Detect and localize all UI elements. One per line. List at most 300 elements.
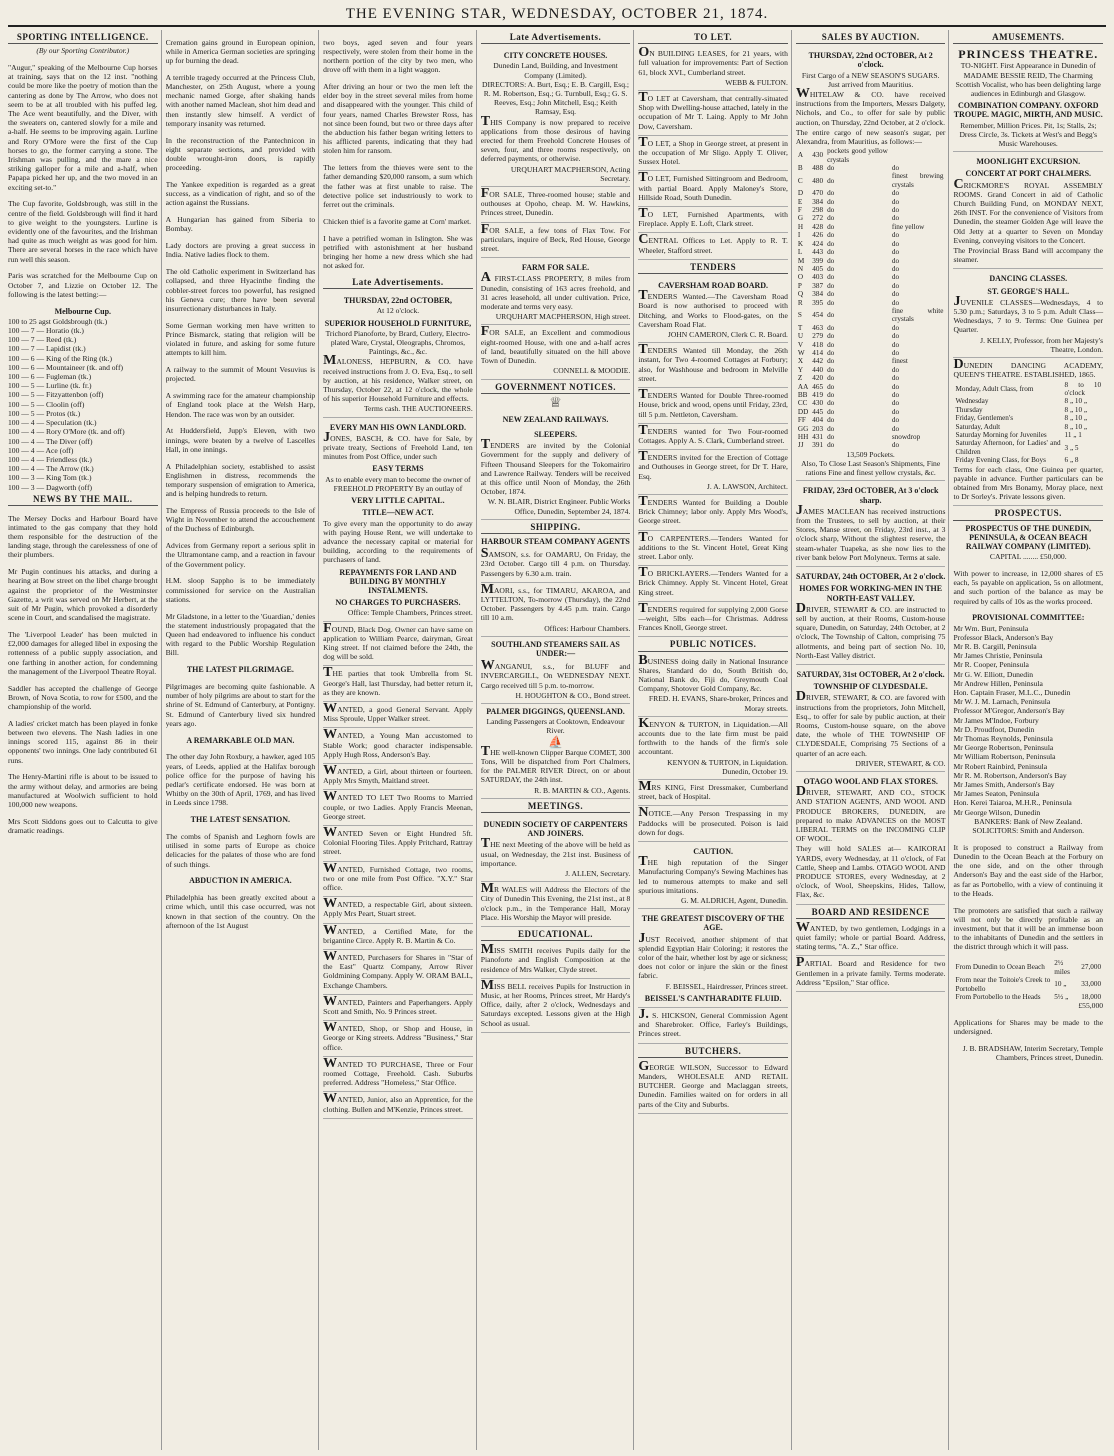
- ad-heading: FRIDAY, 23rd OCTOBER, At 3 o'clock sharp.: [802, 486, 939, 505]
- sugar-cell: 414: [812, 348, 824, 357]
- sugar-cell: do: [827, 256, 835, 265]
- paragraph: Saddler has accepted the challenge of George Brown, of Nova Scotia, to row for £500, and the championship of the world.: [8, 683, 158, 711]
- class-row: [953, 414, 1103, 422]
- paragraph: Some German working men have written to Prince Bismarck, stating that religion will be violated in future, and asking for some future attempts to kill him.: [165, 320, 316, 358]
- ad-text: TO-NIGHT. First Appearance in Dunedin of MADAME BESSIE REID, The Charming Scottish Vocalist, who has been delighting large audiences in Edinburgh and Glasgow.: [955, 61, 1101, 99]
- committee-member: Mr Thomas Reynolds, Peninsula: [953, 734, 1053, 744]
- ad-heading: VERY LITTLE CAPITAL.: [351, 496, 445, 506]
- ad-text: MRS KING, First Dressmaker, Cumberland street, back of Hospital.: [638, 779, 788, 802]
- ad-text: To give every man the opportunity to do away with paying House Rent, we will undertake to advance the necessary capital or material for building, according to the requirements of purchasers of land.: [323, 518, 473, 565]
- tender-ad: [638, 531, 788, 567]
- committee-member: Mr W. J. M. Larnach, Peninsula: [953, 697, 1051, 707]
- notice-ad: [638, 806, 788, 842]
- paragraph: After driving an hour or two the men left the elder boy in the street several miles from home and disappeared with the younger. This child of four years, named Charles Brewster Ross, has not since been found, but two or three days after the abduction his father began writing letters to his afflicted parents, indicating that they had stolen him for ransom.: [323, 82, 473, 156]
- paragraph: H.M. sloop Sappho is to be immediately commissioned for service on the Australian stations.: [165, 576, 316, 604]
- route-row: [953, 959, 1103, 976]
- sugar-cell: O: [797, 273, 804, 282]
- sugar-cell: K: [797, 239, 804, 248]
- sugar-row: [796, 206, 946, 214]
- sugar-cell: P: [797, 281, 802, 290]
- sugar-cell: 405: [812, 264, 824, 273]
- section-heading: BOARD AND RESIDENCE: [796, 908, 946, 919]
- wool-stores-ad: [796, 772, 946, 905]
- ad-signature: J. A. LAWSON, Architect.: [706, 481, 788, 491]
- classified-ad: [323, 702, 473, 728]
- sugar-row: [796, 391, 946, 399]
- sugar-cell: 465: [812, 382, 824, 391]
- sugar-cell: do: [827, 206, 835, 215]
- committee-member: Mr Andrew Hillen, Peninsula: [953, 678, 1043, 688]
- classified-ad: [323, 1021, 473, 1057]
- sugar-row: [796, 299, 946, 307]
- sugar-cell: N: [797, 264, 804, 273]
- betting-line: 100 — 7 — Reed (tk.): [8, 335, 77, 345]
- sugar-cell: do: [891, 332, 900, 341]
- betting-line: 100 — 4 — Speculation (tk.): [8, 418, 97, 428]
- to-let-ad: [638, 233, 788, 259]
- classes-table: [953, 381, 1103, 465]
- ad-heading: CONCERT AT PORT CHALMERS.: [965, 169, 1092, 179]
- ad-signature: JOHN CAMERON, Clerk C. R. Board.: [667, 330, 788, 340]
- classified-ad: [323, 1092, 473, 1118]
- sugar-cell: do: [891, 407, 900, 416]
- sugar-cell: do: [891, 264, 900, 273]
- section-heading: TO LET.: [638, 33, 788, 44]
- classified-ad: [323, 995, 473, 1021]
- capital-line: CAPITAL ........ £50,000.: [989, 552, 1067, 562]
- caution-ad: [638, 842, 788, 909]
- column-2: [166, 30, 320, 1450]
- ad-text: GEORGE WILSON, Successor to Edward Manders, WHOLESALE AND RETAIL BUTCHER. George and Maclaggan streets, Dunedin. Families waited on for orders in all parts of the City and Suburbs.: [638, 1058, 788, 1109]
- ad-signature: R. B. MARTIN & CO., Agents.: [534, 785, 631, 795]
- betting-line: 100 to 25 agst Goldsbrough (tk.): [8, 316, 108, 326]
- betting-line: 100 — 3 — Dagworth (off): [8, 482, 93, 492]
- section-heading: SHIPPING.: [481, 523, 631, 534]
- betting-list: [8, 317, 158, 492]
- sugar-cell: do: [827, 391, 835, 400]
- sugar-cell: do: [891, 382, 900, 391]
- route-row: [953, 976, 1103, 993]
- sugar-cell: 203: [812, 424, 824, 433]
- sugar-cell: 463: [812, 323, 824, 332]
- ad-text: DRIVER, STEWART & CO. are instructed to sell by auction, at their Rooms, Custom-house square, Dunedin, on Saturday, 24th October, at 2 o'clock, The Township of Calton, comprising 75 allotments, and being part of section No. 10, North-East Valley district.: [795, 600, 946, 660]
- sugar-cell: 426: [812, 231, 824, 240]
- committee-member: Mr James Christie, Peninsula: [953, 651, 1043, 661]
- committee-list: [953, 624, 1103, 817]
- auction-ad: [796, 481, 946, 567]
- shipping-ad: [481, 547, 631, 583]
- sugar-row: [796, 164, 946, 172]
- paragraph: Philadelphia has been greatly excited about a crime which, until this case occurred, was not known in that section of the country. On the afternoon of the 1st August: [165, 893, 316, 930]
- classified-ad: [323, 666, 473, 702]
- ad-text: TO LET, Furnished Sittingroom and Bedroom, with partial Board. Apply Maloney's Store, Hillside Road, South Dunedin.: [638, 170, 788, 202]
- sugar-cell: do: [827, 382, 835, 391]
- committee-member: Mr G. W. Elliott, Dunedin: [953, 669, 1033, 679]
- class-cell: 8 to 10 o'clock: [1064, 380, 1102, 397]
- paragraph: "Augur," speaking of the Melbourne Cup horses at training, says that on the 12 inst. "nothing could be more like the poetry of motion than the cantering as done by The Arrow, who does not seem to be at all troubled with his puffed leg. The Ace went beautifully, and the Diver, with the sweaters on, cantered slowly for a mile and a-half. He seems to be improving again. Lurline and Rory O'More were the first of the Cup horses to go, the former carrying a stone. The Irishman was pulling, and the mare a nice striking galloper for a mile and a-half, when Papapa picked her up, and the two moved in an exciting set-to.": [8, 63, 158, 192]
- sugar-cell: 387: [812, 281, 824, 290]
- class-cell: 3 „ 5: [1064, 443, 1079, 452]
- auction-ad: [796, 665, 946, 772]
- ad-text: PARTIAL Board and Residence for two Gentlemen in a private family. Terms moderate. Address "Epsilon," Star office.: [795, 955, 946, 987]
- shipping-ad: [481, 736, 631, 799]
- column-6: [796, 30, 950, 1450]
- concrete-houses-advert: [481, 46, 631, 187]
- ad-text: TENDERS invited for the Erection of Cottage and Outhouses in George street, for Dr T. Hare, Esq.: [638, 449, 788, 481]
- ad-text: SAMSON, s.s. for OAMARU, On Friday, the 23rd October. Cargo till 4 p.m. on Thursday. Passengers by 6.30 a.m. train.: [480, 546, 631, 578]
- paragraph: Mrs Scott Siddons goes out to Calcutta to give dramatic readings.: [8, 816, 158, 835]
- sugar-cell: 399: [812, 256, 824, 265]
- classified-ad: [323, 826, 473, 862]
- betting-line: 100 — 5 — Protos (tk.): [8, 408, 81, 418]
- paragraph: Lady doctors are proving a great success in India. Native ladies flock to them.: [165, 241, 316, 260]
- academy-ad: [953, 358, 1103, 506]
- ad-text: TENDERS wanted for Two Four-roomed Cottages. Apply A. S. Clark, Cumberland street.: [638, 422, 788, 445]
- betting-line: 100 — 3 — King Tom (tk.): [8, 473, 92, 483]
- sugar-cell: do: [827, 290, 835, 299]
- sugar-cell: do: [827, 176, 835, 185]
- sugar-cell: FF: [797, 416, 806, 425]
- ad-text: THE parties that took Umbrella from St. George's Hall, last Thursday, had better return it, as they are known.: [323, 665, 473, 697]
- sugar-cell: T: [797, 323, 803, 332]
- sugar-cell: do: [891, 416, 900, 425]
- sugar-cell: U: [797, 332, 804, 341]
- sugar-cell: S: [797, 311, 802, 320]
- section-heading: NEWS BY THE MAIL.: [8, 495, 158, 506]
- sugar-cell: do: [891, 248, 900, 257]
- sugar-cell: do: [891, 348, 900, 357]
- butcher-ad: [638, 1060, 788, 1114]
- ad-text: Remember, Million Prices. Pit, 1s; Stalls, 2s; Dress Circle, 3s. Tickets at West's and Begg's Music Warehouses.: [959, 120, 1098, 149]
- sugar-cell: do: [827, 197, 835, 206]
- sugar-row: [796, 147, 946, 164]
- sugar-cell: do: [891, 281, 900, 290]
- tender-ad: [638, 450, 788, 495]
- classified-ad: [323, 790, 473, 826]
- ad-heading: THURSDAY, 22nd OCTOBER, At 2 o'clock.: [808, 51, 933, 70]
- sugar-cell: 428: [812, 222, 824, 231]
- sugar-cell: do: [827, 298, 835, 307]
- sugar-cell: do: [891, 424, 900, 433]
- sugar-row: [796, 383, 946, 391]
- tender-ad: [638, 566, 788, 602]
- sugar-cell: do: [827, 424, 835, 433]
- class-cell: 8 „ 10 „: [1064, 405, 1088, 414]
- section-heading: PUBLIC NOTICES.: [638, 640, 788, 651]
- ad-signature: DRIVER, STEWART, & CO.: [855, 758, 946, 768]
- class-cell: 8 „ 10 „: [1064, 422, 1088, 431]
- sugar-cell: do: [827, 239, 835, 248]
- paragraph: A ladies' cricket match has been played in fonke between two elevens. The Nash ladies in one innings scored 115, against 86 in their opponents' two innings. One lady contributed 61 runs.: [8, 718, 158, 765]
- ad-heading: ST. GEORGE'S HALL.: [987, 286, 1070, 296]
- sugar-row: [796, 273, 946, 281]
- route-row: [953, 993, 1103, 1001]
- class-cell: 11 „ 1: [1064, 430, 1082, 439]
- betting-line: 100 — 4 — Friendless (tk.): [8, 454, 92, 464]
- classified-ad: [323, 897, 473, 923]
- tender-ad: [638, 276, 788, 343]
- class-cell: Friday, Gentlemen's: [955, 414, 1013, 423]
- ad-heading: EVERY MAN HIS OWN LANDLORD.: [329, 422, 466, 432]
- paragraph: At Huddersfield, Jupp's Eleven, with two innings, were beaten by a twelve of Lascelles Hall, in one innings.: [165, 426, 316, 454]
- classified-ad: [323, 728, 473, 764]
- sugar-cell: HH: [797, 433, 809, 442]
- betting-line: 100 — 6 — King of the Ring (tk.): [8, 353, 112, 363]
- classified-ad: [323, 950, 473, 995]
- ad-title: PRINCESS THEATRE.: [958, 47, 1099, 62]
- column-5: [638, 30, 792, 1450]
- section-heading: MEETINGS.: [481, 802, 631, 813]
- paragraph: A railway to the summit of Mount Vesuvius is projected.: [165, 365, 316, 384]
- ad-text: A FIRST-CLASS PROPERTY, 8 miles from Dunedin, consisting of 163 acres freehold, and 31 acres leasehold, all under cultivation. Price, moderate and terms very easy.: [480, 270, 631, 312]
- paragraph: The 'Liverpool Leader' has been mulcted in £2,000 damages for alleged libel in exposing the rottenness of a public supply association, and one farthing in another action, for condemning the management of the Liverpool Theatre Royal.: [8, 629, 158, 676]
- committee-member: Mr Robert Rainbird, Peninsula: [953, 761, 1048, 771]
- ad-heading: PROVISIONAL COMMITTEE:: [972, 613, 1085, 623]
- ad-text: DIRECTORS: A. Burt, Esq.; E. B. Cargill, Esq.; R. M. Robertson, Esq.; G. Turnbull, Esq.; G. S. Reeves, Esq.; John Mitchell, Esq.; Keith Ramsay, Esq.: [482, 79, 629, 117]
- column-7: [953, 30, 1106, 1450]
- ad-heading: TOWNSHIP OF CLYDESDALE.: [813, 682, 928, 692]
- ad-text: CENTRAL Offices to Let. Apply to R. T. Wheeler, Stafford street.: [638, 232, 788, 255]
- sugar-cell: M: [797, 256, 805, 265]
- column-1: [8, 30, 162, 1450]
- route-cell: 10 „: [1054, 980, 1067, 989]
- class-row: [953, 439, 1103, 456]
- sugar-row: [796, 366, 946, 374]
- ad-text: TO LET at Caversham, that centrally-situated Shop with Dwelling-house attached, lately in the occupation of Mr T. Laing. Apply to Mr John Dow, Caversham.: [638, 90, 788, 131]
- paragraph: two boys, aged seven and four years respectively, were stolen from their home in the northern portion of the city by two men, who drove off with them in a light waggon.: [323, 37, 473, 75]
- route-table: [953, 959, 1103, 1001]
- ad-text: WANTED TO PURCHASE, Three or Four roomed Cottage, Freehold. Cash. Suburbs preferred. Address "Homeless," Star Office.: [323, 1055, 473, 1088]
- committee-member: Professor M'Gregor, Anderson's Bay: [953, 706, 1065, 716]
- sugar-cell: do: [827, 416, 835, 425]
- paragraph: Advices from Germany report a serious split in the Ultramontane camp, and a reaction in favour of the Government policy.: [165, 541, 316, 569]
- ad-heading: HARBOUR STEAM COMPANY AGENTS: [481, 536, 630, 546]
- ad-text: WHITELAW & CO. have received instructions from the Importers, Messrs Dalgety, Nichols, and Co., to offer for sale by public auction, on Thursday, 22nd October, at 2 o'clock.: [795, 86, 946, 127]
- section-heading: SALES BY AUCTION.: [796, 33, 946, 44]
- paragraph: With power to increase, in 12,000 shares of £5 each, 5s payable on application, 5s on allotment, and such portion of the balance as may be required by calls of 10s as the works proceed.: [953, 568, 1104, 606]
- ad-heading: HOMES FOR WORKING-MEN IN THE NORTH-EAST VALLEY.: [799, 584, 943, 603]
- paragraph: The Mersey Docks and Harbour Board have intimated to the gas company that they hold them responsible for the destruction of the landing stage, through the carelessness of one of their plumbers.: [8, 513, 158, 560]
- sugar-cell: 442: [812, 357, 824, 366]
- sugar-cell: A: [797, 151, 804, 160]
- route-cell: 18,000: [1081, 992, 1102, 1001]
- ad-text: JONES, BASCH, & CO. have for Sale, by private treaty, Sections of Freehold Land, ten minutes from Post Office, under such: [323, 429, 473, 462]
- section-heading: GOVERNMENT NOTICES.: [481, 383, 631, 394]
- sugar-cell: Y: [797, 365, 804, 374]
- notice-ad: [638, 780, 788, 806]
- sugar-row: [796, 425, 946, 433]
- ad-heading: NO CHARGES TO PURCHASERS.: [335, 598, 461, 608]
- tender-advert: [481, 425, 631, 520]
- paragraph: Paris was scratched for the Melbourne Cup on October 7, and Lizzie on October 12. The following is the latest betting:—: [8, 271, 158, 299]
- sugar-cell: do: [891, 365, 900, 374]
- sugar-cell: do: [827, 189, 835, 198]
- sugar-cell: do: [891, 197, 900, 206]
- ad-text: TENDERS required for supplying 2,000 Gorse—weight, 5lbs each—for Christmas. Address Frances Knoll, George street.: [638, 600, 788, 633]
- ad-signature: H. HOUGHTON & CO., Bond street.: [515, 690, 631, 700]
- ad-heading: PALMER DIGGINGS, QUEENSLAND.: [486, 706, 625, 716]
- class-cell: Saturday Afternoon, for Ladies' and Children: [955, 439, 1061, 456]
- paragraph: The other day John Roxbury, a hawker, aged 105 years, of Leeds, applied at the Halifax borough police office for the purpose of having his pedlar's certificate endorsed. He was born at Whitby on the 30th of April, 1769, and has lived in Leeds since 1798.: [165, 752, 316, 808]
- ad-heading: CAUTION.: [693, 847, 733, 857]
- sugar-cell: 404: [812, 416, 824, 425]
- paragraph: The letters from the thieves were sent to the father demanding $20,000 ransom, a sum which the father was at first unable to raise. The detective police set industriously to work to ferret out the criminals.: [323, 163, 473, 210]
- classified-ad: [323, 862, 473, 898]
- sugar-row: [796, 324, 946, 332]
- sugar-cell: 418: [812, 340, 824, 349]
- ad-text: JUST Received, another shipment of that splendid Egyptian Hair Coloring; it restores the color of the hair, whether lost by age or sickness; does not color or injure the skin or the finest fabric.: [638, 930, 788, 981]
- ad-signature: J. ALLEN, Secretary.: [565, 869, 631, 879]
- ad-text: THE well-known Clipper Barque COMET, 300 Tons, Will be dispatched from Port Chalmers, for the PALMER RIVER Direct, on or about SATURDAY, the 24th inst.: [480, 743, 631, 785]
- paragraph: A Philadelphian society, established to assist Englishmen in distress, recommends the temporary suspension of emigration to America, and is helping hundreds to return.: [165, 461, 316, 499]
- education-ad: [481, 979, 631, 1033]
- ad-text: WANGANUI, s.s., for BLUFF and INVERCARGILL, On WEDNESDAY NEXT. Cargo received till 5 p.m. to-morrow.: [480, 658, 631, 690]
- paragraph: Cremation gains ground in European opinion, while in America German societies are springing up for burning the dead.: [165, 37, 316, 65]
- sugar-row: [796, 341, 946, 349]
- class-row: [953, 431, 1103, 439]
- ad-heading: COMBINATION COMPANY. OXFORD TROUPE. MAGIC, MIRTH, AND MUSIC.: [953, 101, 1103, 120]
- betting-line: 100 — 7 — Horatio (tk.): [8, 326, 84, 336]
- sugar-cell: do: [827, 441, 835, 450]
- ad-signature: J. KELLY, Professor, from her Majesty's Theatre, London.: [980, 335, 1104, 354]
- to-let-ad: [638, 136, 788, 172]
- ad-signature: CONNELL & MOODIE.: [553, 366, 631, 376]
- sugar-cell: pockets good yellow crystals: [827, 147, 888, 164]
- paragraph: A Hungarian has gained from Siberia to Bombay.: [165, 215, 316, 234]
- sugar-cell: I: [797, 231, 801, 240]
- ad-text: J. S. HICKSON, General Commission Agent and Sharebroker. Office, Farley's Buildings, Princes street.: [638, 1007, 788, 1039]
- sugar-row: [796, 265, 946, 273]
- paragraph: It is proposed to construct a Railway from Dunedin to the Ocean Beach at the Forbury on the one side, and on the other through Anderson's Bay and the east side of the Harbor, as far as Portobello, with a view of continuing it to the Heads.: [953, 842, 1104, 898]
- sugar-cell: do: [827, 231, 835, 240]
- ad-heading: TITLE—NEW ACT.: [362, 508, 434, 518]
- sugar-cell: Q: [797, 290, 804, 299]
- ad-text: TENDERS Wanted till Monday, the 26th instant, for Two 4-roomed Cottages at Forbury; also, for Washhouse and bedroom in Melville street.: [638, 342, 788, 383]
- ad-text: BUSINESS doing daily in National Insurance Shares, Standard do do, South British do, National Bank do, Fiji do, Greymouth Coal Company, Shotover Gold Company, &c.: [638, 652, 788, 694]
- sugar-cell: G: [797, 214, 804, 223]
- bankers-line: BANKERS: Bank of New Zealand. SOLICITORS: Smith and Anderson.: [972, 816, 1085, 836]
- sugar-row: [796, 357, 946, 365]
- paragraph: The Empress of Russia proceeds to the Isle of Wight in November to attend the accouchement of the Duchess of Edinburgh.: [165, 506, 316, 534]
- paragraph: Pilgrimages are becoming quite fashionable. A number of holy pilgrims are about to start for the shrine of St. Edmund of Canterbury, at Pontigny. St. Edmund of Canterbury lived six hundred years ago.: [165, 682, 316, 728]
- sugar-row: [796, 332, 946, 340]
- ad-heading: OTAGO WOOL AND FLAX STORES.: [803, 776, 938, 786]
- sugar-cell: do: [891, 374, 900, 383]
- notice-ad: [638, 654, 788, 717]
- ad-text: WANTED, a Girl, about thirteen or fourteen. Apply Mrs Smyth, Maitland street.: [323, 762, 473, 786]
- classified-ad: [323, 622, 473, 667]
- sugar-cell: W: [797, 348, 805, 357]
- sugar-row: [796, 223, 946, 231]
- sugar-cell: X: [797, 357, 804, 366]
- sugar-cell: do: [827, 357, 835, 366]
- sugar-cell: CC: [797, 399, 808, 408]
- sugar-cell: 420: [812, 374, 824, 383]
- ad-heading: SATURDAY, 31st OCTOBER, At 2 o'clock.: [796, 669, 945, 679]
- sugar-row: [796, 198, 946, 206]
- sugar-cell: B: [797, 164, 803, 173]
- farm-advert: [481, 258, 631, 325]
- ad-text: WANTED TO LET Two Rooms to Married couple, or two Ladies. Apply Francis Meenan, George street.: [323, 789, 473, 821]
- paragraph: The old Catholic experiment in Switzerland has collapsed, and three Hyacinthe finding the cobbler-street forces too powerful, has resigned his Geneva cure; there have been several insurrectionary disturbances in Italy.: [165, 267, 316, 314]
- ad-signature: J. B. BRADSHAW, Interim Secretary, Temple Chambers, Princes street, Dunedin.: [962, 1044, 1104, 1063]
- sugar-cell: 443: [812, 248, 824, 257]
- sugar-cell: do: [891, 256, 900, 265]
- ad-text: TENDERS Wanted.—The Caversham Road Board is now authorised to proceed with Ditching, and Works to Flood-gates, on the Caversham Road Flat.: [638, 288, 788, 329]
- ad-heading: SATURDAY, 24th OCTOBER, At 2 o'clock.: [796, 572, 946, 582]
- committee-member: Mr William Robertson, Peninsula: [953, 752, 1056, 762]
- ad-heading: DUNEDIN SOCIETY OF CARPENTERS AND JOINERS.: [483, 820, 628, 839]
- ad-signature: Office: Temple Chambers, Princes street.: [347, 608, 473, 618]
- sugar-cell: snowdrop: [891, 433, 921, 442]
- class-row: [953, 381, 1103, 398]
- notice-ad: [638, 717, 788, 780]
- ad-text: THE next Meeting of the above will be held as usual, on Wednesday, the 21st inst. Business of importance.: [480, 836, 631, 868]
- sugar-cell: H: [797, 222, 804, 231]
- section-heading: TENDERS: [638, 263, 788, 274]
- route-total: £55,000: [1078, 1001, 1104, 1011]
- class-row: [953, 456, 1103, 464]
- to-let-ad: [638, 46, 788, 91]
- ad-text: TENDERS are invited by the Colonial Government for the supply and delivery of Fifteen Thousand Sleepers for the Tokomairiro and Lawrence Railway. Tenders will be received at this office until Noon of Monday, the 26th October, 1874.: [480, 437, 631, 497]
- sugar-row: [796, 408, 946, 416]
- sugar-cell: 403: [812, 273, 824, 282]
- sugar-row: [796, 416, 946, 424]
- paragraph: The Cup favorite, Goldsbrough, was still in the centre of the field. Goldsbrough will find it hard to give weight to the youngsters. Lurline is evidently one of the favourites, and the Irishman had quite as much weight as was good for him. There are several horses in the race which have run well this season.: [8, 199, 158, 264]
- ad-text: MAORI, s.s., for TIMARU, AKAROA, and LYTTELTON, To-morrow (Thursday), the 22nd October. Passengers by 4.45 p.m. train. Cargo till 10 a.m.: [480, 581, 631, 623]
- ad-heading: SUPERIOR HOUSEHOLD FURNITURE,: [324, 318, 472, 328]
- betting-line: 100 — 5 — Fitzyattenbon (off): [8, 390, 104, 400]
- class-row: [953, 406, 1103, 414]
- sugar-cell: do: [827, 264, 835, 273]
- to-let-ad: [638, 171, 788, 207]
- ad-heading: EASY TERMS: [372, 464, 424, 474]
- tender-ad: [638, 343, 788, 388]
- class-cell: Saturday, Adult: [955, 422, 1001, 431]
- betting-line: 100 — 6 — Fugleman (tk.): [8, 372, 92, 382]
- sugar-cell: do: [827, 340, 835, 349]
- ad-heading: BEISSEL'S CANTHARADITE FLUID.: [644, 993, 782, 1003]
- sugar-cell: 480: [812, 176, 824, 185]
- article-heading: ABDUCTION IN AMERICA.: [189, 876, 292, 886]
- paragraph: A terrible tragedy occurred at the Princess Club, Manchester, on 25th August, where a young mechanic named Gorge, after shaking hands with another named Maclean, shot him dead and then instantly slew himself. A verdict of temporary insanity was returned.: [165, 72, 316, 128]
- classified-ad: [323, 924, 473, 950]
- ad-text: TENDERS Wanted for Building a Double Brick Chimney; labor only. Apply Mrs Wood's, George street.: [638, 493, 788, 526]
- sugar-cell: do: [891, 323, 900, 332]
- class-row: [953, 397, 1103, 405]
- sugar-cell: do: [891, 298, 900, 307]
- committee-member: Mr R. Cooper, Peninsula: [953, 660, 1029, 670]
- sugar-cell: GG: [797, 424, 809, 433]
- ad-text: WANTED Seven or Eight Hundred 5ft. Colonial Flooring Tiles. Apply Pritchard, Rattray street.: [323, 824, 473, 857]
- sugar-row: [796, 282, 946, 290]
- class-row: [953, 423, 1103, 431]
- sugar-cell: E: [797, 197, 803, 206]
- classified-ad: [481, 187, 631, 223]
- betting-line: 100 — 4 — The Diver (off): [8, 436, 93, 446]
- ad-text: FOR SALE, a few tons of Flax Tow. For particulars, inquire of Beck, Red House, George street.: [480, 221, 631, 254]
- sugar-row: [796, 290, 946, 298]
- sugar-cell: 430: [812, 151, 824, 160]
- ad-text: WANTED, Painters and Paperhangers. Apply Scott and Smith, No. 9 Princes street.: [323, 993, 473, 1017]
- section-heading: AMUSEMENTS.: [953, 33, 1103, 44]
- sugar-cell: 272: [812, 214, 824, 223]
- section-heading: Late Advertisements.: [481, 33, 631, 44]
- ad-text: NOTICE.—Any Person Trespassing in my Paddocks will be prosecuted. Poison is laid down for dogs.: [638, 805, 788, 837]
- land-advert: [323, 418, 473, 622]
- ad-text: The Provincial Brass Band will accompany the steamer.: [953, 246, 1104, 265]
- sugar-cell: 430: [812, 399, 824, 408]
